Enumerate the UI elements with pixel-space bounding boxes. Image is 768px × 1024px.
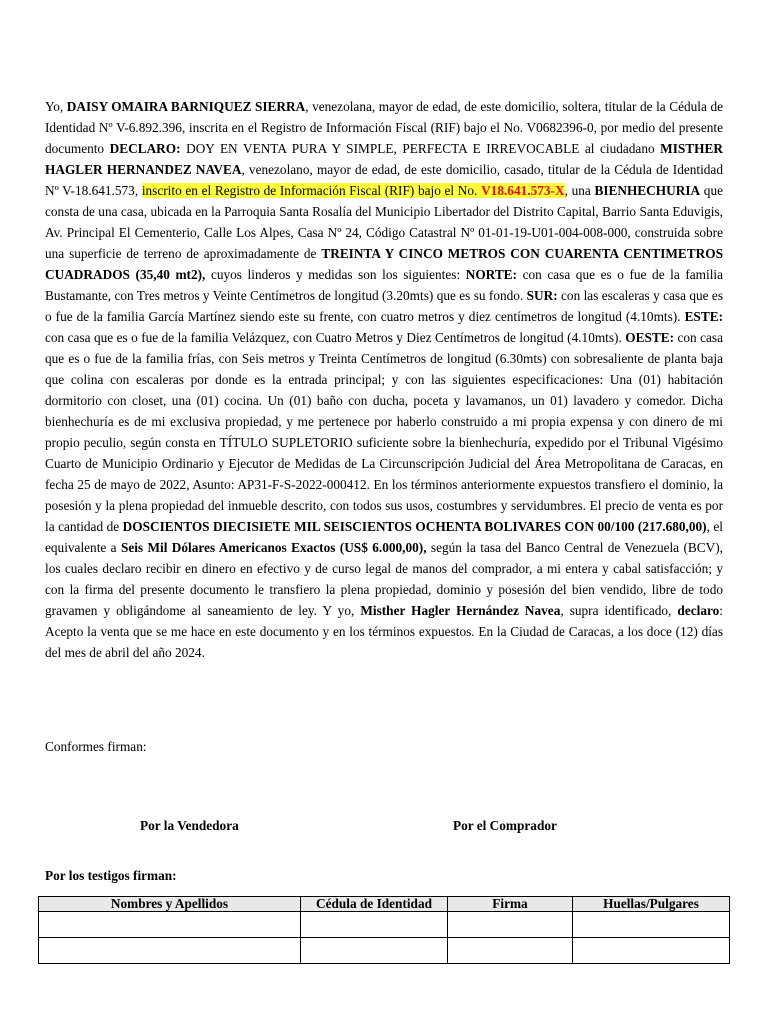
text-run: con las escaleras y casa que es o fue de la familia García Martínez siendo este su frente, con cuatro metros y diez centímetros de longitud (4.10mts). bbox=[45, 288, 723, 324]
witness-huellas-cell bbox=[573, 938, 730, 964]
text-run: con casa que es o fue de la familia frías, con Seis metros y Treinta Centímetros de longitud (6.30mts) con sobresaliente de planta baja que colina con escaleras por donde es la entrada principal; y con las siguientes especificaciones: Una (01) habitación dormitorio con closet, una (01) cocina. Un (01) baño con ducha, poceta y lavamanos, un 01) lavadero y comedor. Dicha bienhechuría es de mi exclusiva propiedad, y me pertenece por haberlo construido a mi propia expensa y con dinero de mi propio peculio, según consta en TÍTULO SUPLETORIO suficiente sobre la bienhechuría, expedido por el Tribunal Vigésimo Cuarto de Municipio Ordinario y Ejecutor de Medidas de La Circunscripción Judicial del Área Metropolitana de Caracas, en fecha 25 de mayo de 2022, Asunto: AP31-F-S-2022-000412. En los términos anteriormente expuestos transfiero el dominio, la posesión y la plena propiedad del inmueble descrito, con todos sus usos, costumbres y servidumbres. El precio de venta es por la cantidad de bbox=[45, 330, 723, 534]
witness-name-cell bbox=[39, 938, 301, 964]
witness-cedula-cell bbox=[301, 938, 448, 964]
witness-huellas-cell bbox=[573, 912, 730, 938]
bold-run: Seis Mil Dólares Americanos Exactos (US$ 6.000,00), bbox=[120, 540, 427, 555]
text-run: cuyos linderos y medidas son los siguientes: bbox=[205, 267, 466, 282]
text-run: con casa que es o fue de la familia Bustamante, con Tres metros y Veinte Centímetros de longitud (3.20mts) que es su fondo. bbox=[45, 267, 724, 303]
highlighted-run: inscrito en el Registro de Información Fiscal (RIF) bajo el No. bbox=[141, 183, 482, 198]
witness-firma-cell bbox=[448, 938, 573, 964]
text-run: que consta de una casa, ubicada en la Parroquia Santa Rosalía del Municipio Libertador del Distrito Capital, Barrio Santa Eduvigis, Av. Principal El Cementerio, Calle Los Alpes, Casa Nº 24, Código Catastral Nº 01-01-19-U01-004-008-000, construida sobre una superficie de terreno de aproximadamente de bbox=[45, 183, 723, 261]
highlighted-rif-number: V18.641.573-X bbox=[481, 183, 565, 198]
header-firma: Firma bbox=[448, 897, 573, 912]
text-run: Yo, bbox=[45, 99, 67, 114]
text-run: DOY EN VENTA PURA Y SIMPLE, PERFECTA E IRREVOCABLE al ciudadano bbox=[180, 141, 661, 156]
witness-table-header-row bbox=[39, 897, 730, 912]
header-cedula: Cédula de Identidad bbox=[301, 897, 448, 912]
sale-declaration-paragraph bbox=[45, 96, 723, 663]
bold-run: MISTHER HAGLER HERNANDEZ NAVEA bbox=[45, 141, 723, 177]
buyer-signature-label: Por el Comprador bbox=[453, 818, 557, 833]
text-run: : Acepto la venta que se me hace en este documento y en los términos expuestos. En la Ciudad de Caracas, a los doce (12) días del mes de abril del año 2024. bbox=[45, 603, 723, 660]
text-run: , venezolana, mayor de edad, de este domicilio, soltera, titular de la Cédula de Identidad Nº V-6.892.396, inscrita en el Registro de Información Fiscal (RIF) bajo el No. V0682396-0, por medio del presente documento bbox=[45, 99, 723, 156]
witness-cedula-cell bbox=[301, 912, 448, 938]
witness-table bbox=[38, 896, 730, 964]
bold-run: OESTE: bbox=[625, 330, 675, 345]
bold-run: SUR: bbox=[526, 288, 558, 303]
text-run: , una bbox=[564, 183, 595, 198]
text-run: según la tasa del Banco Central de Venezuela (BCV), los cuales declaro recibir en dinero en efectivo y de curso legal de manos del comprador, a mi entera y cabal satisfacción; y con la firma del presente documento le transfiero la plena propiedad, dominio y posesión del bien vendido, libre de todo gravamen y obligándome al saneamiento de ley. Y yo, bbox=[45, 540, 723, 618]
bold-run: DAISY OMAIRA BARNIQUEZ SIERRA bbox=[66, 99, 306, 114]
table-row bbox=[39, 938, 730, 964]
table-row bbox=[39, 912, 730, 938]
seller-signature-label: Por la Vendedora bbox=[140, 818, 239, 833]
bold-run: DECLARO: bbox=[109, 141, 181, 156]
bold-run: ESTE: bbox=[684, 309, 723, 324]
bold-run: BIENHECHURIA bbox=[594, 183, 701, 198]
bold-run: DOSCIENTOS DIECISIETE MIL SEISCIENTOS OCHENTA BOLIVARES CON 00/100 (217.680,00) bbox=[122, 519, 707, 534]
text-run: , venezolano, mayor de edad, de este domicilio, casado, titular de la Cédula de Identidad Nº V-18.641.573, bbox=[45, 162, 723, 198]
text-run: , supra identificado, bbox=[560, 603, 678, 618]
header-huellas: Huellas/Pulgares bbox=[573, 897, 730, 912]
witness-name-cell bbox=[39, 912, 301, 938]
header-nombres: Nombres y Apellidos bbox=[39, 897, 301, 912]
witness-firma-cell bbox=[448, 912, 573, 938]
bold-run: Misther Hagler Hernández Navea bbox=[360, 603, 561, 618]
bold-run: NORTE: bbox=[465, 267, 517, 282]
text-run: , el equivalente a bbox=[45, 519, 723, 555]
witnesses-heading: Por los testigos firman: bbox=[45, 868, 177, 883]
conformes-label: Conformes firman: bbox=[45, 739, 147, 754]
bold-run: declaro bbox=[677, 603, 720, 618]
bold-run: TREINTA Y CINCO METROS CON CUARENTA CENTIMETROS CUADRADOS (35,40 mt2), bbox=[45, 246, 723, 282]
text-run: con casa que es o fue de la familia Velázquez, con Cuatro Metros y Diez Centímetros de longitud (4.10mts). bbox=[45, 330, 626, 345]
